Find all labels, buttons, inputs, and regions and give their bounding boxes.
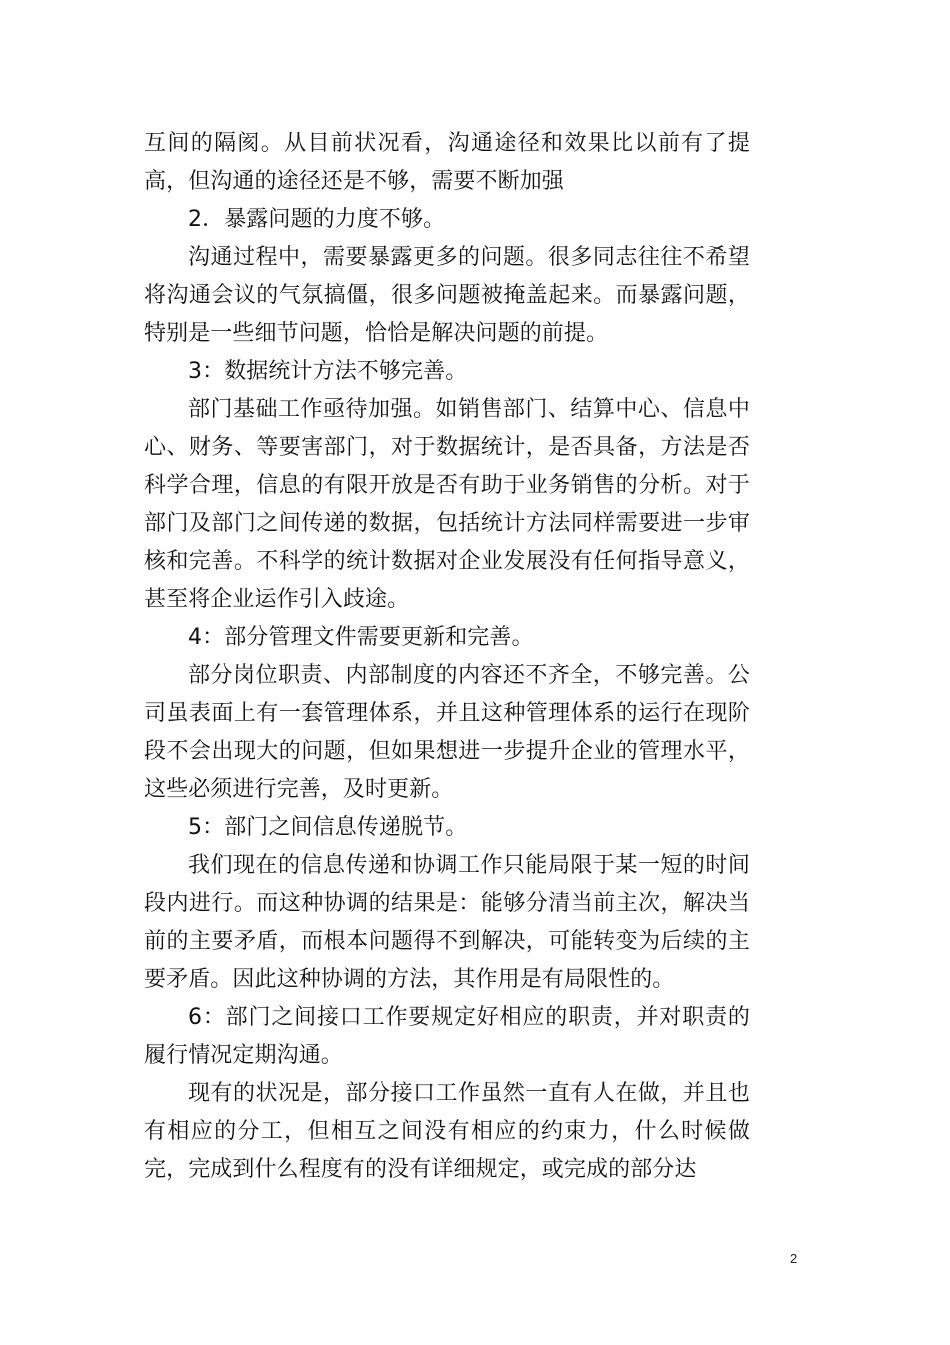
paragraph-continuation: 互间的隔阂。从目前状况看，沟通途径和效果比以前有了提高，但沟通的途径还是不够，需要不断加强	[144, 131, 750, 194]
paragraph-interface-responsibilities: 现有的状况是，部分接口工作虽然一直有人在做，并且也有相应的分工，但相互之间没有相应的约束力，什么时候做完，完成到什么程度有的没有详细规定，或完成的部分达	[144, 1081, 750, 1182]
heading-data-statistics: 3：数据统计方法不够完善。	[188, 359, 468, 384]
paragraph-management-documents: 部分岗位职责、内部制度的内容还不齐全，不够完善。公司虽表面上有一套管理体系，并且这种管理体系的运行在现阶段不会出现大的问题，但如果想进一步提升企业的管理水平，这些必须进行完善，及时更新。	[144, 663, 750, 802]
page-body	[144, 125, 750, 1189]
heading-management-documents: 4：部分管理文件需要更新和完善。	[188, 625, 534, 650]
paragraph-information-transfer: 我们现在的信息传递和协调工作只能局限于某一短的时间段内进行。而这种协调的结果是：能够分清当前主次，解决当前的主要矛盾，而根本问题得不到解决，可能转变为后续的主要矛盾。因此这种协调的方法，其作用是有局限性的。	[144, 853, 750, 992]
heading-interface-responsibilities: 6：部门之间接口工作要规定好相应的职责，并对职责的履行情况定期沟通。	[144, 1005, 750, 1068]
page-number: 2	[790, 1251, 798, 1266]
paragraph-exposing-problems: 沟通过程中，需要暴露更多的问题。很多同志往往不希望将沟通会议的气氛搞僵，很多问题被掩盖起来。而暴露问题，特别是一些细节问题，恰恰是解决问题的前提。	[144, 245, 750, 346]
paragraph-data-statistics: 部门基础工作亟待加强。如销售部门、结算中心、信息中心、财务、等要害部门，对于数据统计，是否具备，方法是否科学合理，信息的有限开放是否有助于业务销售的分析。对于部门及部门之间传递的数据，包括统计方法同样需要进一步审核和完善。不科学的统计数据对企业发展没有任何指导意义，甚至将企业运作引入歧途。	[144, 397, 750, 612]
heading-exposing-problems: 2．暴露问题的力度不够。	[188, 207, 446, 232]
heading-information-transfer: 5：部门之间信息传递脱节。	[188, 815, 468, 840]
